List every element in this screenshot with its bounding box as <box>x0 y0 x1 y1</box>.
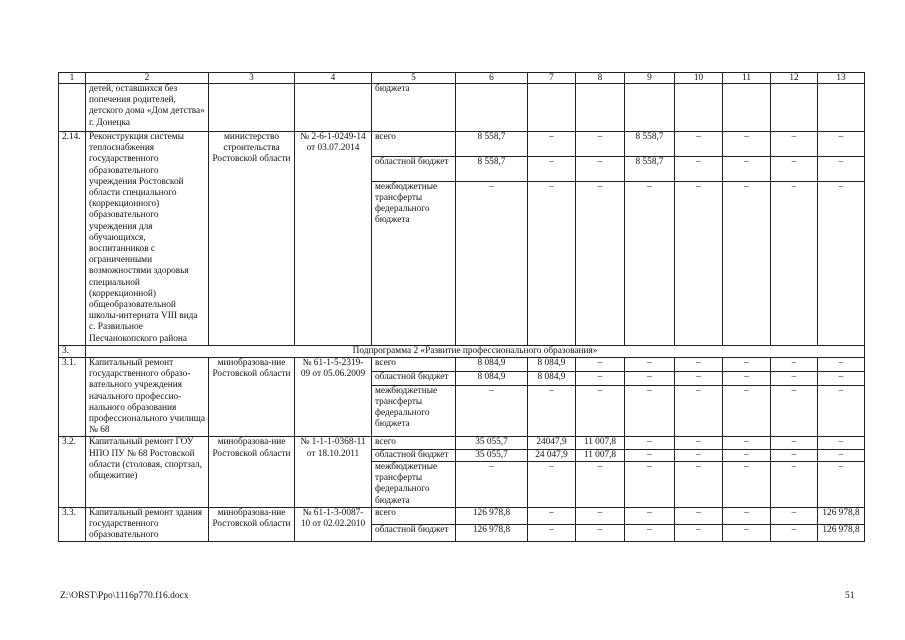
value-cell: – <box>625 449 675 461</box>
value-cell: – <box>576 371 625 385</box>
row-number: 3.1. <box>59 358 86 437</box>
value-cell: 8 084,9 <box>456 371 528 385</box>
funding-source: межбюджетные трансферты федерального бюджета <box>372 461 456 507</box>
value-cell: – <box>723 371 771 385</box>
value-cell: – <box>576 525 625 542</box>
value-cell: – <box>818 449 865 461</box>
value-cell: 126 978,8 <box>456 525 528 542</box>
value-cell: – <box>818 461 865 507</box>
value-cell: – <box>818 385 865 437</box>
value-cell: – <box>675 525 723 542</box>
value-cell: – <box>528 507 576 524</box>
value-cell: – <box>723 449 771 461</box>
value-cell: 11 007,8 <box>576 449 625 461</box>
value-cell: – <box>528 156 576 181</box>
organization: министерство строительства Ростовской области <box>209 132 295 346</box>
value-cell: 8 558,7 <box>456 156 528 181</box>
object-name: Реконструкция системы теплоснабжения государственного образовательного учреждения Ростовской области специального (коррекционного) образовательного учреждения для обучающихся, воспитанников с ограниченными возможностями здоровья специальной (коррекционной) общеобразовательной школы-интерната VIII вида с. Развильное Песчанокопского района <box>86 132 209 346</box>
value-cell: 126 978,8 <box>818 507 865 524</box>
value-cell: 8 084,9 <box>528 371 576 385</box>
value-cell: 8 084,9 <box>528 358 576 372</box>
value-cell: 8 558,7 <box>625 132 675 157</box>
organization: минобразова-ние Ростовской области <box>209 507 295 542</box>
value-cell: – <box>771 507 818 524</box>
value-cell: – <box>675 132 723 157</box>
value-cell: – <box>818 132 865 157</box>
value-cell: – <box>818 358 865 372</box>
value-cell: – <box>528 461 576 507</box>
header-cell: 13 <box>818 73 865 84</box>
value-cell: – <box>625 461 675 507</box>
value-cell: – <box>771 371 818 385</box>
value-cell: 8 558,7 <box>625 156 675 181</box>
header-cell: 5 <box>372 73 456 84</box>
value-cell: – <box>771 525 818 542</box>
value-cell: – <box>576 507 625 524</box>
object-name: детей, оставшихся без попечения родителей, детского дома «Дом детства» г. Донецка <box>86 84 209 132</box>
table-row <box>59 507 865 524</box>
header-cell: 11 <box>723 73 771 84</box>
funding-source: межбюджетные трансферты федерального бюджета <box>372 385 456 437</box>
value-cell: 35 055,7 <box>456 449 528 461</box>
funding-source: областной бюджет <box>372 371 456 385</box>
document-ref: № 2-6-1-0249-14 от 03.07.2014 <box>295 132 372 346</box>
value-cell: – <box>576 181 625 345</box>
value-cell: – <box>675 385 723 437</box>
value-cell: – <box>528 525 576 542</box>
row-number <box>59 84 86 132</box>
value-cell: – <box>818 181 865 345</box>
value-cell: – <box>675 507 723 524</box>
value-cell: 24 047,9 <box>528 449 576 461</box>
header-cell: 3 <box>209 73 295 84</box>
value-cell: – <box>723 358 771 372</box>
section-row <box>59 345 865 357</box>
value-cell: – <box>723 437 771 449</box>
object-name: Капитальный ремонт здания государственного образовательного <box>86 507 209 542</box>
value-cell: – <box>576 358 625 372</box>
header-cell: 1 <box>59 73 86 84</box>
value-cell: – <box>675 461 723 507</box>
funding-source: всего <box>372 132 456 157</box>
value-cell: – <box>771 181 818 345</box>
value-cell: – <box>818 437 865 449</box>
value-cell: – <box>625 371 675 385</box>
value-cell: – <box>625 525 675 542</box>
funding-source: всего <box>372 437 456 449</box>
header-cell: 6 <box>456 73 528 84</box>
value-cell: 35 055,7 <box>456 437 528 449</box>
header-cell: 2 <box>86 73 209 84</box>
funding-source: областной бюджет <box>372 525 456 542</box>
value-cell: – <box>771 156 818 181</box>
value-cell: – <box>625 437 675 449</box>
value-cell: – <box>675 358 723 372</box>
value-cell: – <box>625 358 675 372</box>
value-cell: – <box>528 181 576 345</box>
value-cell: – <box>625 385 675 437</box>
value-cell: 11 007,8 <box>576 437 625 449</box>
value-cell: – <box>576 156 625 181</box>
row-number: 3.2. <box>59 437 86 507</box>
header-cell: 10 <box>675 73 723 84</box>
value-cell: – <box>576 461 625 507</box>
header-row <box>59 73 865 84</box>
row-number: 3.3. <box>59 507 86 542</box>
value-cell: – <box>723 132 771 157</box>
organization: минобразова-ние Ростовской области <box>209 437 295 507</box>
value-cell: – <box>723 181 771 345</box>
value-cell: – <box>818 371 865 385</box>
value-cell: – <box>771 358 818 372</box>
value-cell: – <box>456 461 528 507</box>
document-ref: № 61-1-5-2319-09 от 05.06.2009 <box>295 358 372 437</box>
document-ref: № 61-1-3-0087-10 от 02.02.2010 <box>295 507 372 542</box>
table-row <box>59 132 865 157</box>
funding-source: всего <box>372 358 456 372</box>
table-row <box>59 437 865 449</box>
value-cell: – <box>771 132 818 157</box>
value-cell: 126 978,8 <box>818 525 865 542</box>
value-cell: – <box>771 461 818 507</box>
section-number: 3. <box>59 345 86 357</box>
value-cell: – <box>625 507 675 524</box>
object-name: Капитальный ремонт ГОУ НПО ПУ № 68 Ростовской области (столовая, спортзал, общежитие) <box>86 437 209 507</box>
value-cell: 126 978,8 <box>456 507 528 524</box>
value-cell: – <box>771 449 818 461</box>
value-cell: 8 084,9 <box>456 358 528 372</box>
section-title: Подпрограмма 2 «Развитие профессионального образования» <box>86 345 865 357</box>
value-cell: 8 558,7 <box>456 132 528 157</box>
value-cell: – <box>723 525 771 542</box>
header-cell: 4 <box>295 73 372 84</box>
value-cell: 24047,9 <box>528 437 576 449</box>
row-number: 2.14. <box>59 132 86 346</box>
value-cell: – <box>771 385 818 437</box>
value-cell: – <box>723 507 771 524</box>
funding-source: всего <box>372 507 456 524</box>
funding-source: межбюджетные трансферты федерального бюджета <box>372 181 456 345</box>
funding-source: областной бюджет <box>372 449 456 461</box>
funding-source: бюджета <box>372 84 456 132</box>
value-cell: – <box>723 461 771 507</box>
value-cell: – <box>675 437 723 449</box>
organization <box>209 84 295 132</box>
value-cell: – <box>576 132 625 157</box>
header-cell: 12 <box>771 73 818 84</box>
header-cell: 7 <box>528 73 576 84</box>
value-cell: – <box>576 385 625 437</box>
value-cell: – <box>456 385 528 437</box>
value-cell: – <box>675 371 723 385</box>
document-table <box>58 72 865 542</box>
value-cell: – <box>456 181 528 345</box>
page-number: 51 <box>845 591 855 601</box>
value-cell: – <box>625 181 675 345</box>
value-cell: – <box>818 156 865 181</box>
value-cell: – <box>723 385 771 437</box>
value-cell: – <box>723 156 771 181</box>
value-cell: – <box>675 156 723 181</box>
value-cell: – <box>675 181 723 345</box>
value-cell: – <box>771 437 818 449</box>
value-cell: – <box>675 449 723 461</box>
table-row <box>59 84 865 132</box>
table-row <box>59 358 865 372</box>
organization: минобразова-ние Ростовской области <box>209 358 295 437</box>
document-ref: № 1-1-1-0368-11 от 18.10.2011 <box>295 437 372 507</box>
funding-source: областной бюджет <box>372 156 456 181</box>
value-cell: – <box>528 385 576 437</box>
document-ref <box>295 84 372 132</box>
value-cell: – <box>528 132 576 157</box>
object-name: Капитальный ремонт государственного образо-вательного учреждения начального профессио-нального образования профессионального училища № 68 <box>86 358 209 437</box>
header-cell: 8 <box>576 73 625 84</box>
header-cell: 9 <box>625 73 675 84</box>
file-path: Z:\ORST\Ppo\1116p770.f16.docx <box>60 591 189 601</box>
